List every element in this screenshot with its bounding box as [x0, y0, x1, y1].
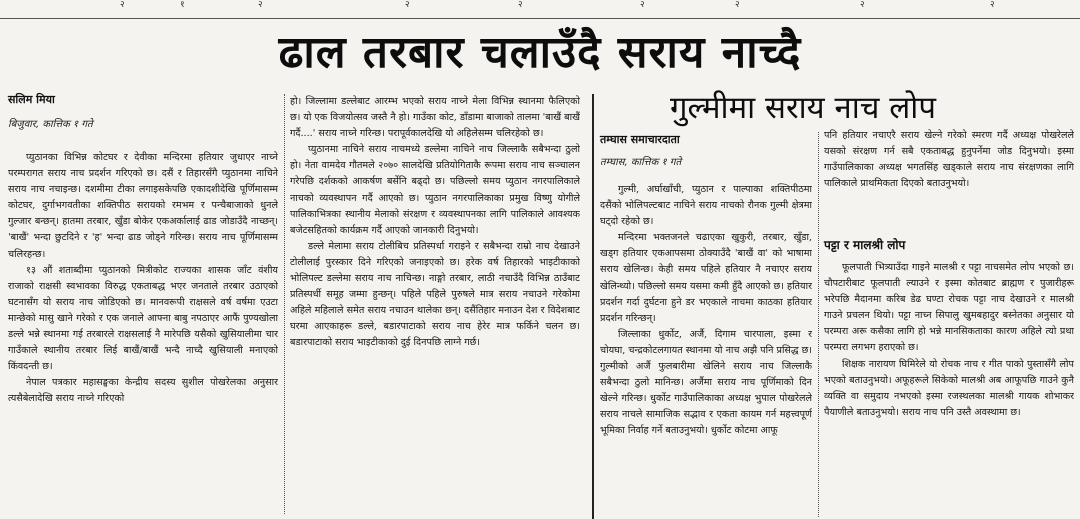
paragraph: मन्दिरमा भक्तजनले चढाएका खुकुरी, तरबार, खुँडा, खड्ग हतियार एकआपसमा ठोक्याउँदै 'बाखैं वा' को भाषामा सराय खेलिन्छ। केही समय पहिले हतियार नै नचाएर सराय खेलिन्थ्यो। पछिल्लो समय यसमा कमी हुँदै आएको छ। हतियार प्रदर्शन गर्दा दुर्घटना हुने डर भएकाले नाचमा काठका हतियार प्रदर्शन गरिन्छन्।: [600, 232, 812, 324]
column-divider: [818, 132, 819, 517]
article-2-column-2-top: [824, 128, 1074, 228]
top-strip-char: २: [990, 0, 995, 10]
article-2-column-1: [600, 182, 812, 519]
paragraph: हो। जिल्लामा डल्लेबाट आरम्भ भएको सराय नाच्ने मेला विभिन्न स्थानमा फैलिएको छ। यो एक विजयोत्सव जस्तै नै हो। गाउँका कोट, डाँडामा बाजाको तालमा 'बाखैं बाखैं गर्दै....' सराय नाच्ने गरिन्छ। परापूर्वकालदेखि यो अहिलेसम्म चलिरहेको छ।: [290, 96, 580, 140]
dateline-article-1: बिजुवार, कात्तिक १ गते: [8, 119, 93, 130]
dateline-article-2: तम्घास, कात्तिक १ गते: [600, 157, 682, 168]
sub-headline: गुल्मीमा सराय नाच लोप: [670, 90, 936, 126]
top-rule: [0, 18, 1080, 19]
paragraph: डल्ले मेलामा सराय टोलीबिच प्रतिस्पर्धा गराइने र सबैभन्दा राम्रो नाच देखाउने टोलीलाई पुरस्कार दिने गरिएको जनाइएको छ। हरेक वर्ष तिहारको भाइटीकाको भोलिपल्ट डल्लेमा सराय नाच नाचिन्छ। नाङ्गो तरबार, लाठी नचाउँदै विभिन्न ठाउँबाट प्रतिस्पर्धी समूह जम्मा हुन्छन्। पहिले पहिले पुरुषले मात्र सराय नचाउने गरेकोमा अहिले महिलाले समेत सराय नचाउन थालेका छन्। दसैंतिहार मनाउन देश र विदेशबाट घरमा आएकाहरू डल्ले, बडारपाटाको सराय नाच हेरेर मात्र फर्किने चलन छ। बडारपाटाको सराय भाइटीकाको दुई दिनपछि लाग्ने गर्छ।: [290, 240, 580, 349]
article-1-column-1: [8, 150, 278, 519]
top-strip-remnant: [0, 0, 1080, 14]
column-divider: [284, 94, 285, 514]
top-strip-char: २: [640, 0, 645, 10]
top-strip-char: २: [258, 0, 263, 10]
paragraph: नेपाल पत्रकार महासङ्घका केन्द्रीय सदस्य सुशील पोखरेलका अनुसार त्यसैबेलादेखि सराय नाच्ने गरिएको: [8, 377, 278, 405]
paragraph: शिक्षक नारायण घिमिरेले यो रोचक नाच र गीत पाको पुस्तासँगै लोप भएको बताउनुभयो। अफूहरूले सिकेको मालश्री अब आफूपछि गाउने कुनै व्यक्ति वा समुदाय नभएको इस्मा रजस्थलका मालश्री गायक शोभाकर पैयाणीले बताउनुभयो। सराय नाच पनि उस्तै अवस्थामा छ।: [824, 358, 1074, 418]
paragraph: १३ औं शताब्दीमा प्युठानको मित्रीकोट राज्यका शासक जाँट वंशीय राजाको राक्षसी स्वभावका विरुद्ध एकताबद्ध भएर जनताले तरबार उठाएको घटनासँग यो सराय नाच जोडिएको छ। मानवरूपी राक्षसले वर्ष वर्षमा एउटा मान्छेको मासु खाने गरेको र एक जनाले आफ्ना बाबु नपठाएर आफैं पुण्यखोला डल्ले भन्ने स्थानमा गई तरबारले राक्षसलाई नै मारेपछि यसैको खुसियालीमा चार गाउँकाले स्थानीय तरबार लिई बाखैं/बाखैं भन्दै नाच्दै खुसियाली मनाएको किंवदन्ती छ।: [8, 264, 278, 373]
main-headline: ढाल तरबार चलाउँदै सराय नाच्दै: [278, 27, 802, 78]
section-subheading: पट्टा र मालश्री लोप: [824, 238, 906, 252]
paragraph: प्युठानमा नाचिने सराय नाचमध्ये डल्लेमा नाचिने नाच जिल्लाकै सबैभन्दा ठुलो हो। नेता वामदेव गौतमले २०७० सालदेखि प्रतियोगिताकै रूपमा सराय नाच सञ्चालन गरेपछि दर्शकको आकर्षण बर्सेनि बढ्दो छ। पछिल्लो समय प्युठान नगरपालिकाले नाचको व्यवस्थापन गर्दै आएको छ। प्युठान नगरपालिकाका प्रमुख विष्णु योगीले पालिकाभित्रका स्थानीय मेलाको संरक्षण र व्यवस्थापनका लागि पालिकाले आवश्यक बजेटसहितको कार्यक्रम गर्दै आएको जानकारी दिनुभयो।: [290, 144, 580, 236]
paragraph: जिल्लाका धुर्कोट, अर्जै, दिगाम चारपाला, इस्मा र चोयघा, चन्द्रकोटलगायत स्थानमा यो नाच अझै पनि प्रसिद्ध छ। गुल्मीको अर्जै फुलबारीमा खेलिने सराय नाच जिल्लाकै सबैभन्दा ठुलो मानिन्छ। अर्जैमा सराय नाच पूर्णिमाको दिन खेल्ने गरिन्छ। धुर्कोट गाउँपालिकाका अध्यक्ष भुपाल पोखरेलले सराय नाचले सामाजिक सद्भाव र एकता कायम गर्न महत्त्वपूर्ण भूमिका निर्वाह गर्ने बताउनुभयो। धुर्कोट कोटमा आफू: [600, 328, 812, 437]
article-1-column-2: [290, 94, 580, 519]
paragraph: प्युठानका विभिन्न कोटघर र देवीका मन्दिरमा हतियार जुधाएर नाच्ने परम्परागत सराय नाच प्रदर्शन गरिएको छ। दसैं र तिहारसँगै प्युठानमा नाचिने सराय नाच नचाइन्छ। दशमीमा टीका लगाइसकेपछि एकादशीदेखि पूर्णिमासम्म कोटघर, दुर्गाभगवतीका शक्तिपीठ सरायको रमभम र पन्चैबाजाको धुनले गुल्जार बन्छन्। हातमा तरबार, खुँडा बोकेर एकअर्कालाई ढाड जोडाउँदै नाच्छन्। 'बाखैं' भन्दा छुटदिने र 'ह' भन्दा ढाड जोड्ने गरिन्छ। सराय नाच पूर्णिमासम्म चलिरहन्छ।: [8, 152, 278, 260]
top-strip-char: २: [405, 0, 410, 10]
byline-article-1: सलिम मिया: [8, 93, 55, 106]
article-divider: [592, 94, 594, 519]
byline-article-2: तम्घास समाचारदाता: [600, 133, 680, 146]
paragraph: गुल्मी, अर्घाखाँची, प्युठान र पाल्पाका शक्तिपीठमा दसैंको भोलिपल्टबाट नाचिने सराय नाचको रौनक गुल्मी क्षेत्रमा घट्दो रहेको छ।: [600, 184, 812, 228]
top-strip-char: २: [120, 0, 125, 10]
top-strip-char: २: [735, 0, 740, 10]
top-strip-char: १: [180, 0, 185, 10]
article-2-column-2-bottom: [824, 260, 1074, 519]
top-strip-char: २: [518, 0, 523, 10]
top-strip-char: २: [860, 0, 865, 10]
paragraph: फूलपाती भित्र्याउँदा गाइने मालश्री र पट्टा नाचसमेत लोप भएको छ। चौपटारीबाट फूलपाती ल्याउने र इस्मा कोतबाट ब्राह्मण र पुजारीहरू भरेपछि मैदानमा करिब डेढ घण्टा रोचक पट्टा नाच देखाउने र मालश्री गाउने प्रचलन थियो। पट्टा नाच्न सिपालु खुमबहादुर बस्नेतका अनुसार यो परम्परा अरू कसैका लागि हो भन्ने मानसिकताका कारण अहिले त्यो प्रथा परम्परा लगभग हराएको छ।: [824, 262, 1074, 354]
paragraph: पनि हतियार नचाएरै सराय खेल्ने गरेको स्मरण गर्दै अध्यक्ष पोखरेलले यसको संरक्षण गर्न सबै एकताबद्ध हुनुपर्नेमा जोड दिनुभयो। इस्मा गाउँपालिकाका अध्यक्ष भगतसिंह खड्काले सराय नाच संरक्षणका लागि पालिकाले प्राथमिकता दिएको बताउनुभयो।: [824, 130, 1074, 190]
